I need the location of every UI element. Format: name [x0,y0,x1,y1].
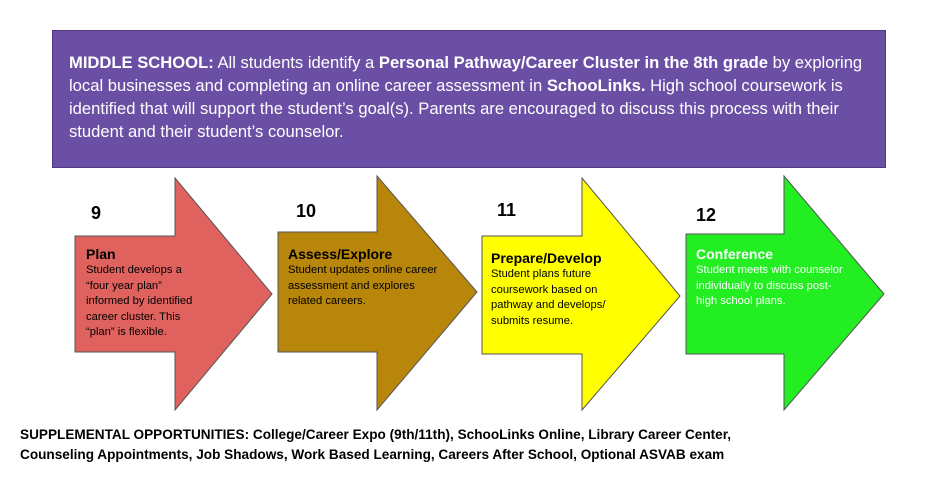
banner-bold-1: Personal Pathway/Career Cluster in the 8th grade [378,53,769,72]
stage-conference-title: Conference [696,246,774,262]
banner-text-2: by exploring local businesses and completing an online career assessment in [69,53,863,95]
stage-prepare-description: Student plans future coursework based on pathway and develops/ submits resume. [491,268,606,327]
stage-assess-description: Student updates online career assessment and explores related careers. [288,264,438,307]
grade-11-label: 11 [497,200,517,220]
supplemental-line-1: SUPPLEMENTAL OPPORTUNITIES: College/Career Expo (9th/11th), SchooLinks Online, Library Career Center, [20,427,732,442]
stage-prepare-title: Prepare/Develop [491,250,602,266]
stage-plan [86,245,206,341]
stage-conference [696,245,846,310]
banner-label: MIDDLE SCHOOL: [69,53,214,72]
stage-plan-description: Student develops a “four year plan” informed by identified career cluster. This “plan” is flexible. [86,264,193,338]
banner-text-3: High school coursework is identified that will support the student’s goal(s). Parents are encouraged to discuss this process with their student and their student’s counselor. [69,76,843,141]
supplemental-opportunities [20,425,920,465]
supplemental-line-2: Counseling Appointments, Job Shadows, Work Based Learning, Careers After School, Optional ASVAB exam [20,447,725,462]
stage-conference-description: Student meets with counselor individually to discuss post-high school plans. [696,264,843,307]
stage-assess-explore [288,245,448,310]
stage-assess-title: Assess/Explore [288,246,393,262]
banner-bold-2: SchooLinks. [546,76,646,95]
stage-prepare-develop [491,249,641,329]
grade-9-label: 9 [91,203,102,223]
grade-12-label: 12 [696,205,717,225]
banner-text-1: All students identify a [217,53,375,72]
stage-plan-title: Plan [86,246,116,262]
grade-10-label: 10 [296,201,317,221]
